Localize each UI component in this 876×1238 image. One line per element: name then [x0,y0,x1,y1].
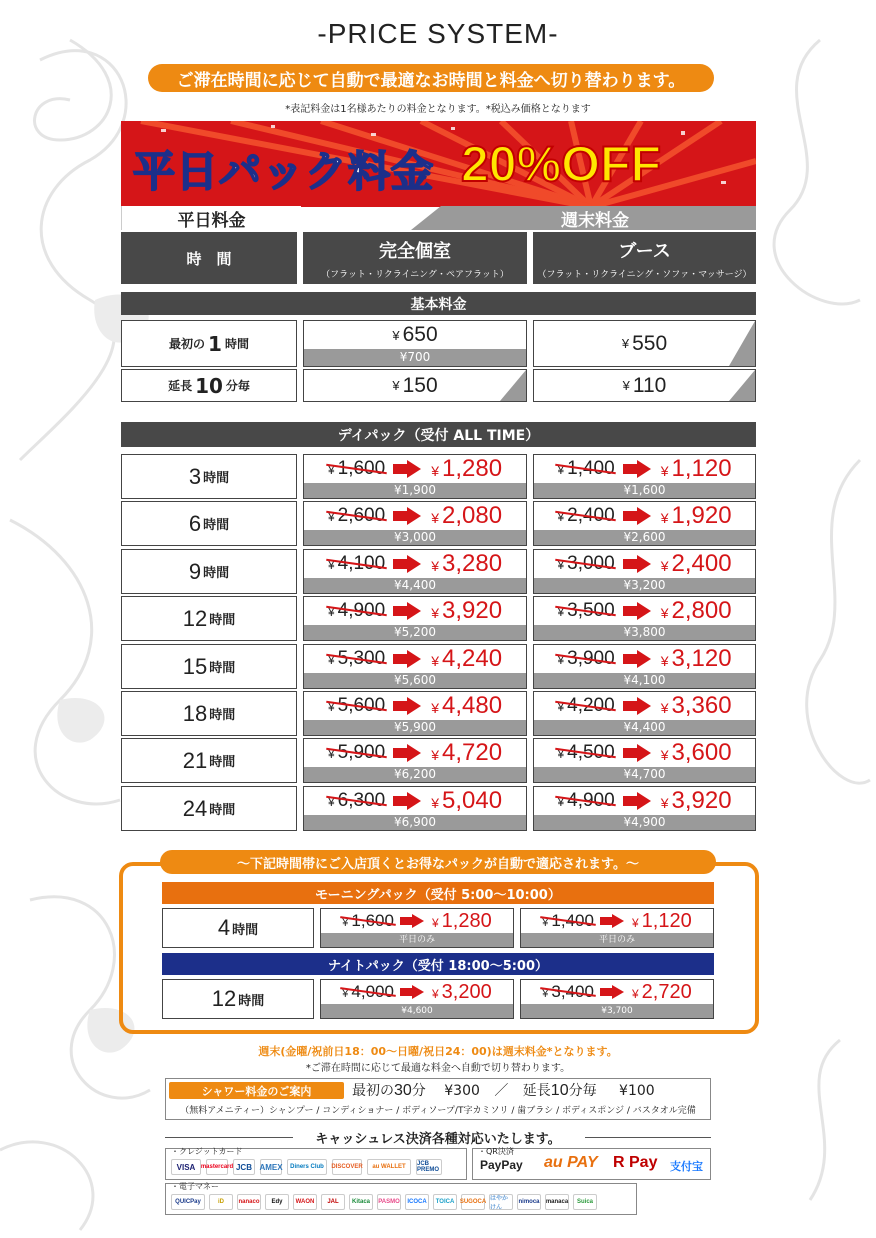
regular-price [542,982,594,1002]
first-hour-label [121,320,297,367]
regular-price: ¥ 4,900 [327,600,386,621]
private-extension-price [303,369,527,402]
weekend-price: ¥3,200 [534,578,755,593]
price-row [534,645,755,673]
price-row [534,502,755,530]
regular-price: ¥ 2,600 [327,505,386,526]
discount-price: ¥ 3,920 [660,787,732,814]
price-value: 4,000 [351,982,394,1001]
weekend-price: ¥5,900 [304,720,526,735]
arrow-right-icon [400,985,426,999]
weekend-price: ¥1,600 [534,483,755,498]
emoney-logo-2: nanaco [237,1194,261,1210]
arrow-right-icon [623,650,653,668]
regular-price: ¥ 1,400 [557,458,615,479]
card-logo-6: au WALLET [367,1159,411,1175]
yen-sign: ¥ [622,378,630,393]
price-row [534,787,755,815]
price-row [534,597,755,625]
time-column-header: 時 間 [121,232,297,284]
arrow-right-icon [623,792,653,810]
emoney-logo-9: TOICA [433,1194,457,1210]
aupay-logo: au PAY [544,1154,598,1171]
extension-suffix: 分毎 [225,379,250,393]
night-pack-hours [162,979,314,1019]
shower-first-number: 30 [394,1082,412,1099]
weekend-price: ¥3,700 [521,1004,713,1018]
night-pack-header: ナイトパック（受付 18:00～5:00） [162,953,714,975]
private-room-column-header [303,232,527,284]
price-value: 3,400 [551,982,594,1001]
weekend-price: ¥4,100 [534,673,755,688]
promo-weekday-pack-text: 平日パック料金 [133,147,435,196]
weekend-price: ¥2,600 [534,530,755,545]
regular-price: ¥ 2,400 [557,505,615,526]
shower-fee-tag: シャワー料金のご案内 [169,1082,344,1099]
regular-price: ¥ 3,900 [557,648,615,669]
emoney-logo-6: Kitaca [349,1194,373,1210]
weekday-pack-promo-banner [121,121,756,207]
hours-unit: 時間 [238,993,265,1009]
morning-pack-hours [162,908,314,948]
daypack-booth-price-cell [533,454,756,499]
regular-price [342,982,394,1002]
regular-price: ¥ 4,100 [327,553,386,574]
weekend-price: ¥5,600 [304,673,526,688]
discount-price: ¥ 1,280 [431,455,503,482]
discount-price: ¥ 3,920 [431,597,503,624]
card-logo-7: JCB PREMO [416,1159,442,1175]
emoney-logo-10: SUGOCA [461,1194,485,1210]
private-room-seat-types: （フラット・リクライニング・ペアフラット） [321,269,509,280]
morning-private-price-cell [320,908,514,948]
yen-sign: ¥ [431,915,439,930]
price-row [304,739,526,767]
price-value: 150 [402,373,438,397]
price-value: 1,120 [641,909,692,932]
discount-price: ¥ 4,240 [431,645,503,672]
daypack-hours-24: 24 時間 [121,786,297,831]
yen-sign: ¥ [631,915,639,930]
promo-discount-text: 20%OFF [461,136,662,192]
regular-price [542,911,594,931]
weekend-price: ¥3,000 [304,530,526,545]
weekend-price: ¥5,200 [304,625,526,640]
discount-price: ¥ 3,280 [431,550,503,577]
weekday-only-note: 平日のみ [521,933,713,947]
shower-first-suffix: 分 [411,1083,426,1099]
discount-price [632,981,692,1004]
arrow-right-icon [623,744,653,762]
emoney-logo-5: JAL [321,1194,345,1210]
regular-price [342,911,394,931]
weekend-price: ¥4,900 [534,815,755,830]
night-private-price-cell [320,979,514,1019]
regular-price: ¥ 6,300 [327,790,386,811]
morning-pack-header: モーニングパック（受付 5:00～10:00） [162,882,714,904]
daypack-private-price-cell [303,691,527,736]
discount-price: ¥ 3,360 [660,692,732,719]
arrow-right-icon [393,602,423,620]
price-row [304,692,526,720]
arrow-right-icon [400,914,426,928]
price-row [304,550,526,578]
hours-unit: 時間 [232,922,259,938]
emoney-logo-12: nimoca [517,1194,541,1210]
auto-switch-banner: ご滞在時間に応じて自動で最適なお時間と料金へ切り替わります。 [148,64,714,92]
shower-ext-prefix: 延長 [522,1083,551,1099]
emoney-logo-13: manaca [545,1194,569,1210]
daypack-hours-6: 6 時間 [121,501,297,546]
qr-payment-label: ・QR決済 [478,1147,514,1156]
daypack-booth-price-cell [533,738,756,783]
daypack-hours-9: 9 時間 [121,549,297,594]
tax-note: *表記料金は1名様あたりの料金となります。*税込み価格となります [285,104,591,115]
discount-price: ¥ 1,120 [660,455,732,482]
price-row [304,645,526,673]
arrow-right-icon [393,744,423,762]
weekend-definition-note: 週末(金曜/祝前日18：00～日曜/祝日24：00)は週末料金*となります。 [258,1045,618,1058]
price-row [534,550,755,578]
shower-separator: ／ [494,1083,509,1099]
arrow-right-icon [393,650,423,668]
emoney-logo-4: WAON [293,1194,317,1210]
daypack-private-price-cell [303,596,527,641]
shower-ext-number: 10 [550,1082,569,1099]
weekend-tab: 週末料金 [561,210,629,231]
price-row [321,980,513,1004]
arrow-right-icon [623,507,653,525]
price-row [304,597,526,625]
arrow-right-icon [393,697,423,715]
price-value: 1,280 [441,909,492,932]
emoney-logo-1: iD [209,1194,233,1210]
private-room-label: 完全個室 [379,240,451,262]
card-logo-4: Diners Club [287,1159,327,1175]
credit-card-label: ・クレジットカード [171,1147,243,1156]
weekend-price: ¥6,200 [304,767,526,782]
yen-sign: ¥ [392,327,400,343]
weekday-only-note: 平日のみ [321,933,513,947]
emoney-logo-8: ICOCA [405,1194,429,1210]
daypack-hours-15: 15 時間 [121,644,297,689]
shower-fee-info [352,1080,655,1100]
daypack-hours-21: 21 時間 [121,738,297,783]
regular-price: ¥ 5,300 [327,648,386,669]
shower-first-prefix: 最初の [352,1083,394,1099]
arrow-right-icon [623,555,653,573]
shower-first-price: ¥300 [444,1083,480,1099]
weekend-price: ¥4,700 [534,767,755,782]
daypack-private-price-cell [303,501,527,546]
first-hour-prefix: 最初の [169,337,206,351]
price-value: 550 [632,331,668,355]
yen-sign: ¥ [342,917,349,929]
daypack-private-price-cell [303,644,527,689]
daypack-booth-price-cell [533,691,756,736]
daypack-booth-price-cell [533,501,756,546]
price-value: 650 [402,323,438,346]
price-row [304,502,526,530]
arrow-right-icon [393,555,423,573]
price-row [321,909,513,933]
daypack-hours-12: 12 時間 [121,596,297,641]
price-row [304,787,526,815]
discount-price: ¥ 2,400 [660,550,732,577]
auto-switch-note: *ご滞在時間に応じて最適な料金へ自動で切り替わります。 [305,1063,571,1074]
discount-price: ¥ 3,600 [660,739,732,766]
booth-extension-price [533,369,756,402]
regular-price: ¥ 4,500 [557,742,615,763]
paypay-logo: PayPay [480,1158,523,1172]
daypack-booth-price-cell [533,596,756,641]
yen-sign: ¥ [621,336,630,351]
arrow-right-icon [623,602,653,620]
discount-price: ¥ 4,720 [431,739,503,766]
yen-sign: ¥ [542,917,549,929]
emoney-logo-0: QUICPay [171,1194,205,1210]
discount-price: ¥ 5,040 [431,787,503,814]
emoney-logo-3: Edy [265,1194,289,1210]
corner-triangle [729,370,755,401]
daypack-hours-3: 3 時間 [121,454,297,499]
discount-price: ¥ 1,920 [660,502,732,529]
price-value: 1,400 [551,911,594,930]
basic-fee-header: 基本料金 [121,292,756,315]
hours-number: 12 [211,986,237,1011]
corner-triangle [729,321,755,366]
daypack-private-price-cell [303,549,527,594]
extension-number: 10 [195,373,223,398]
amenity-list: （無料アメニティー）シャンプー / コンディショナー / ボディソープ/T字カミソリ / 歯ブラシ / ボディスポンジ / バスタオル完備 [180,1106,696,1116]
price-row [534,692,755,720]
card-logo-0: VISA [171,1159,201,1175]
daypack-header: デイパック（受付 ALL TIME） [121,422,756,447]
emoney-logo-7: PASMO [377,1194,401,1210]
regular-price: ¥ 4,900 [557,790,615,811]
arrow-right-icon [623,460,653,478]
hours-number: 4 [217,915,231,940]
yen-sign: ¥ [631,986,639,1001]
daypack-hours-18: 18 時間 [121,691,297,736]
daypack-private-price-cell [303,454,527,499]
price-value: 1,600 [351,911,394,930]
weekend-price: ¥4,400 [304,578,526,593]
daypack-private-price-cell [303,738,527,783]
arrow-right-icon [623,697,653,715]
shower-ext-suffix: 分毎 [568,1083,597,1099]
yen-sign: ¥ [342,988,349,1000]
price-row [304,455,526,483]
arrow-right-icon [393,507,423,525]
discount-price: ¥ 2,080 [431,502,503,529]
emoney-label: ・電子マネー [171,1182,219,1191]
booth-first-hour-price [533,320,756,367]
price-row [534,455,755,483]
arrow-right-icon [600,985,626,999]
weekend-price: ¥3,800 [534,625,755,640]
yen-sign: ¥ [431,986,439,1001]
night-booth-price-cell [520,979,714,1019]
regular-price: ¥ 4,200 [557,695,615,716]
corner-triangle [500,370,526,401]
card-logo-3: AMEX [260,1159,282,1175]
first-hour-number: 1 [208,331,222,356]
discount-price [432,981,492,1004]
booth-label: ブース [618,240,671,262]
regular-price: ¥ 3,000 [557,553,615,574]
emoney-logo-14: Suica [573,1194,597,1210]
booth-column-header [533,232,756,284]
discount-price [432,910,492,933]
page-title: -PRICE SYSTEM- [317,18,559,49]
price-value: 3,200 [441,980,492,1003]
emoney-logo-11: はやかけん [489,1194,513,1210]
price-value: 2,720 [641,980,692,1003]
weekend-price: ¥4,400 [534,720,755,735]
rakuten-pay-logo: R Pay [613,1154,658,1171]
price-row [534,739,755,767]
card-logo-5: DISCOVER [332,1159,362,1175]
first-hour-suffix: 時間 [224,337,249,351]
daypack-booth-price-cell [533,786,756,831]
shower-ext-price: ¥100 [619,1083,655,1099]
special-pack-title: ～下記時間帯にご入店頂くとお得なパックが自動で適応されます。～ [160,850,716,874]
daypack-booth-price-cell [533,549,756,594]
weekday-tab: 平日料金 [121,206,301,230]
price-row [521,980,713,1004]
regular-price: ¥ 1,600 [327,458,386,479]
daypack-private-price-cell [303,786,527,831]
price-value: 110 [632,373,667,397]
weekend-price: ¥6,900 [304,815,526,830]
discount-price [632,910,692,933]
arrow-right-icon [393,460,423,478]
card-logo-1: mastercard [206,1159,228,1175]
private-first-hour-weekend-price: ¥700 [304,349,526,366]
extension-prefix: 延長 [168,379,193,393]
weekend-price: ¥4,600 [321,1004,513,1018]
price-row [521,909,713,933]
regular-price: ¥ 5,900 [327,742,386,763]
cashless-title: キャッシュレス決済各種対応いたします。 [315,1132,561,1147]
yen-sign: ¥ [392,378,400,393]
arrow-right-icon [393,792,423,810]
arrow-right-icon [600,914,626,928]
private-first-hour-price-cell [303,320,527,367]
private-first-hour-price [304,321,526,349]
morning-booth-price-cell [520,908,714,948]
yen-sign: ¥ [542,988,549,1000]
card-logo-2: JCB [233,1159,255,1175]
discount-price: ¥ 2,800 [660,597,732,624]
alipay-logo: 支付宝 [670,1161,703,1173]
daypack-booth-price-cell [533,644,756,689]
booth-seat-types: （フラット・リクライニング・ソファ・マッサージ） [537,269,752,280]
regular-price: ¥ 5,600 [327,695,386,716]
weekend-price: ¥1,900 [304,483,526,498]
regular-price: ¥ 3,500 [557,600,615,621]
discount-price: ¥ 4,480 [431,692,503,719]
extension-label [121,369,297,402]
discount-price: ¥ 3,120 [660,645,732,672]
